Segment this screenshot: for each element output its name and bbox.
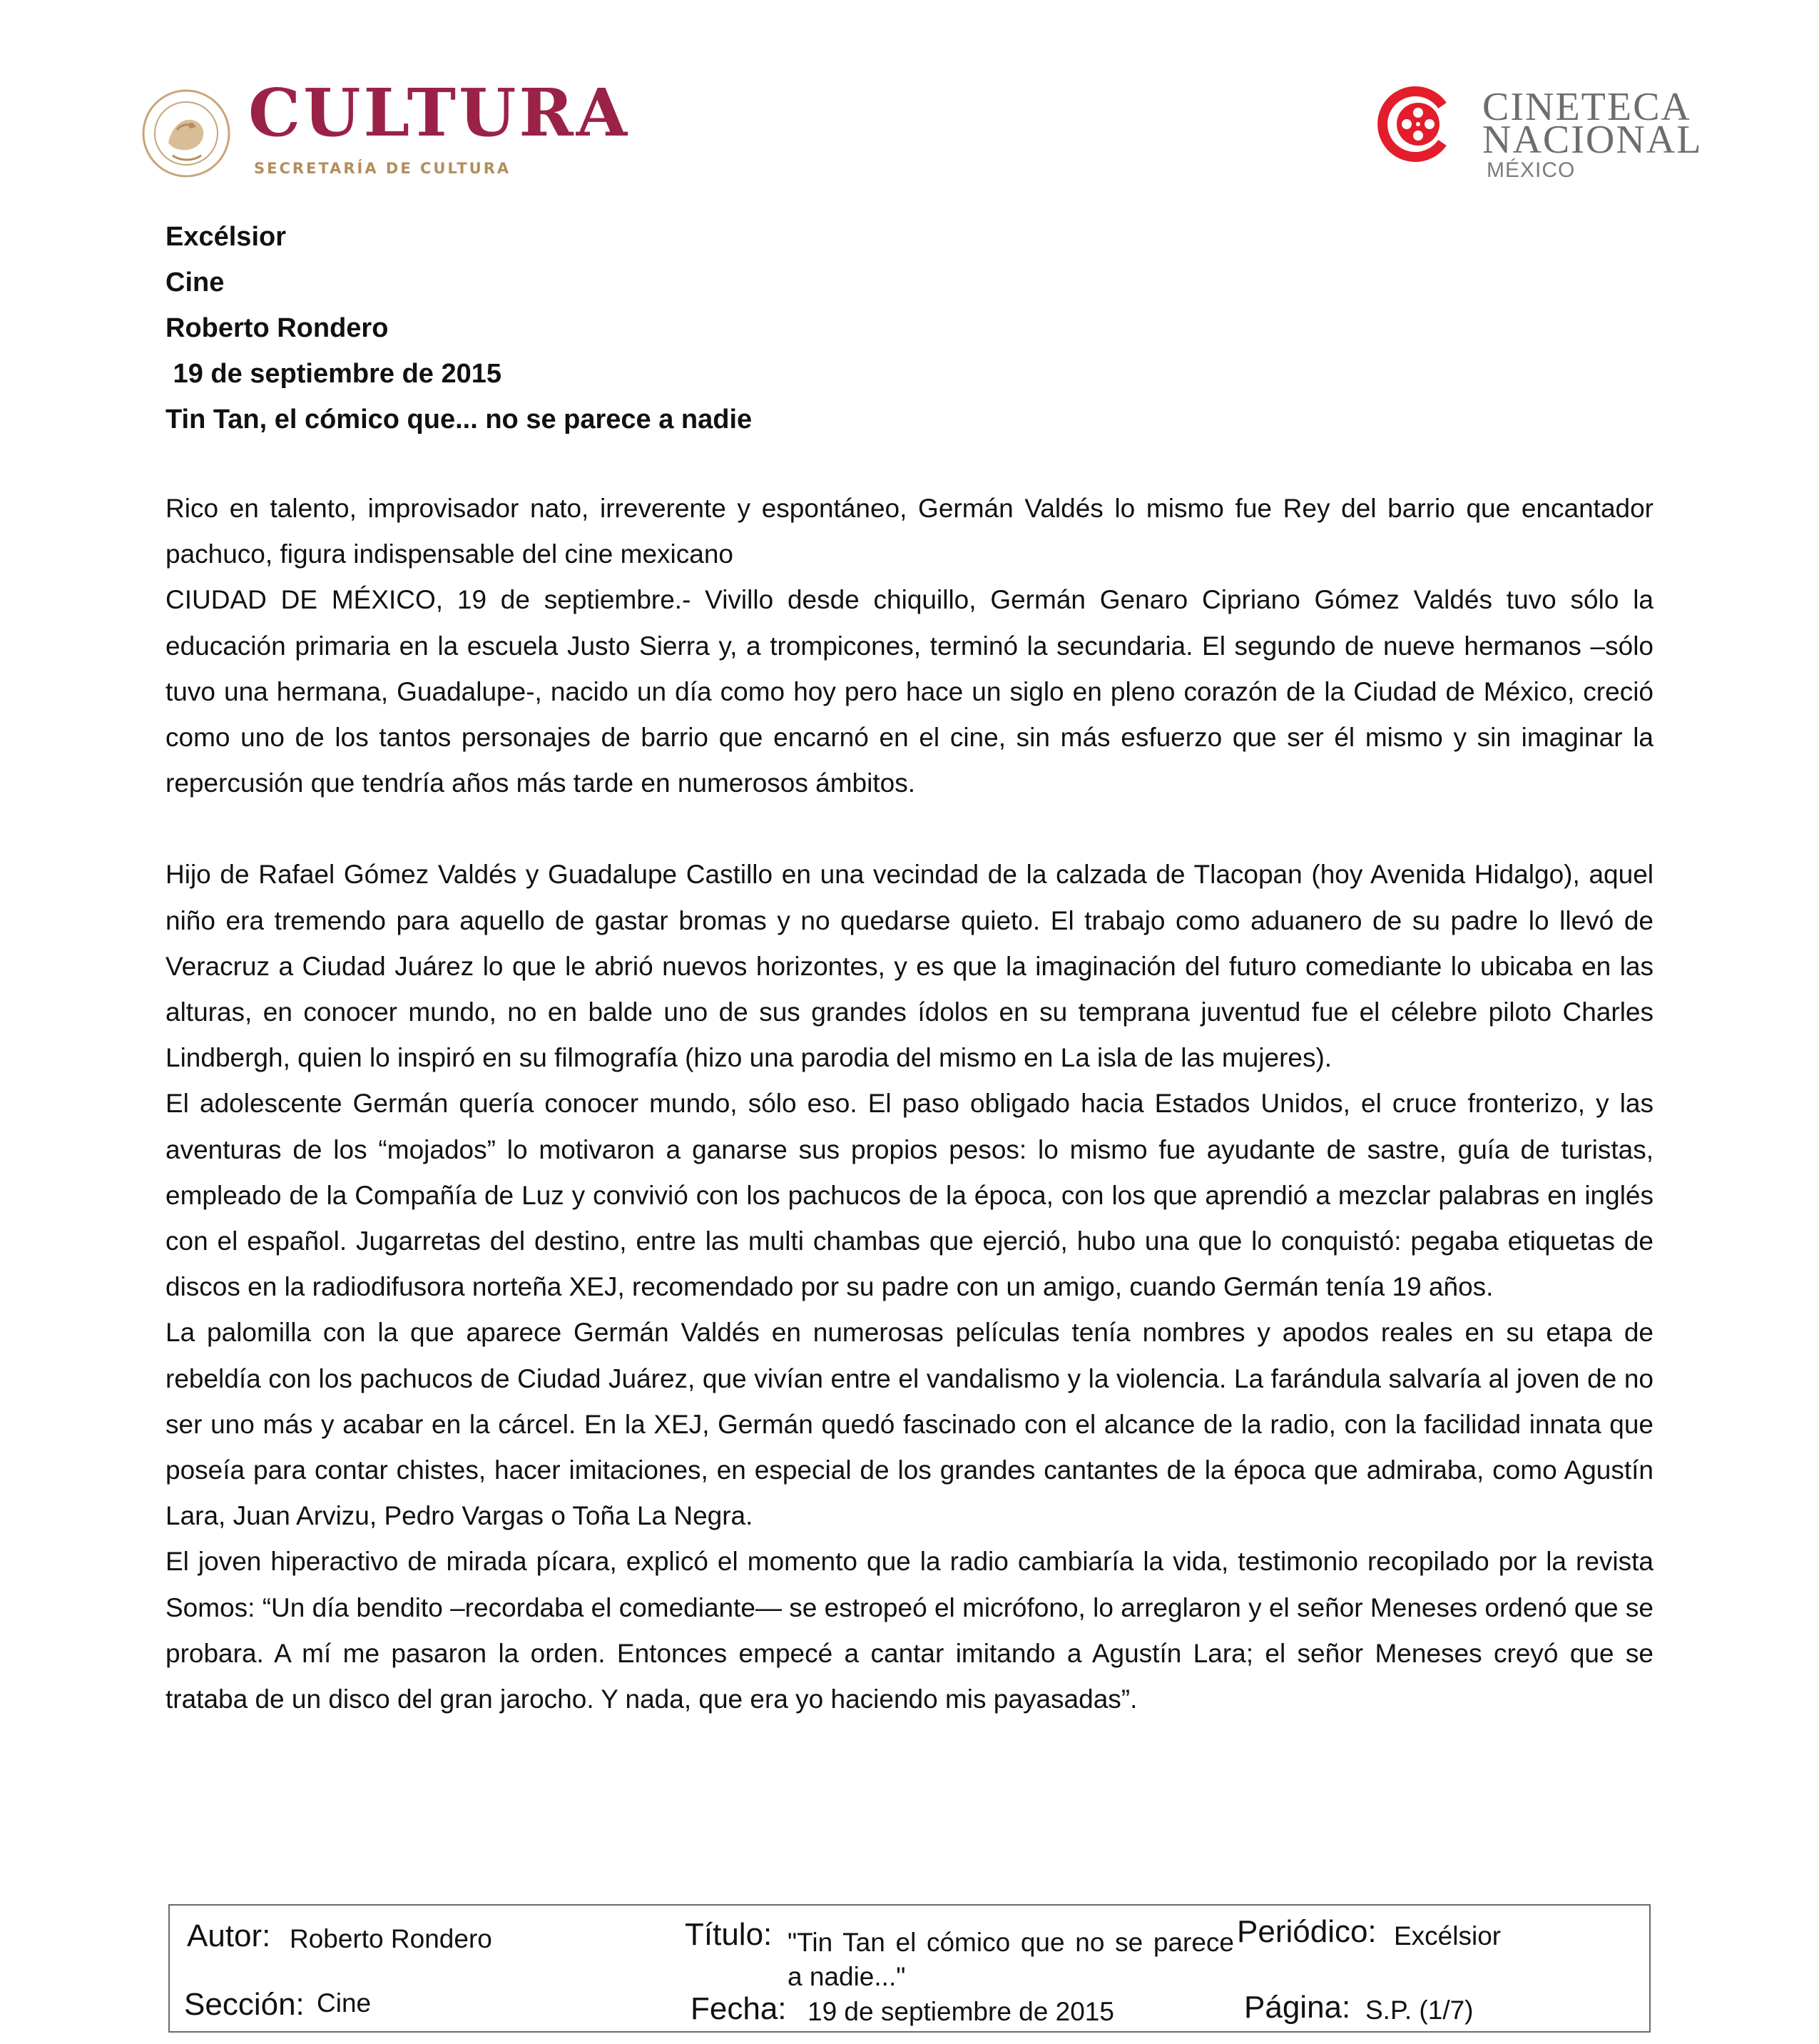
- fecha-value: 19 de septiembre de 2015: [807, 1997, 1114, 2026]
- titulo-value: "Tin Tan el cómico que no se parece a nadie...": [788, 1928, 1234, 1991]
- article-body: [165, 486, 1654, 1722]
- article-date: 19 de septiembre de 2015: [165, 359, 502, 389]
- newspaper-name: Excélsior: [165, 222, 286, 252]
- cultura-subtitle: SECRETARÍA DE CULTURA: [254, 160, 511, 177]
- periodico-label: Periódico:: [1237, 1914, 1377, 1949]
- film-reel-icon: [1377, 84, 1457, 164]
- fecha-label: Fecha:: [691, 1991, 787, 2026]
- article-paragraph: Hijo de Rafael Gómez Valdés y Guadalupe Castillo en una vecindad de la calzada de Tlacopan (hoy Avenida Hidalgo), aquel niño era tremendo para aquello de gastar bromas y no quedarse quieto. El trabajo como aduanero de su padre lo llevó de Veracruz a Ciudad Juárez lo que le abrió nuevos horizontes, y es que la imaginación del futuro comediante lo ubicaba en las alturas, en conocer mundo, no en balde uno de sus grandes ídolos en su temprana juventud fue el célebre piloto Charles Lindbergh, quien lo inspiró en su filmografía (hizo una parodia del mismo en La isla de las mujeres).: [165, 860, 1654, 1073]
- pagina-label: Página:: [1244, 1990, 1351, 2025]
- cineteca-line1: CINETECA: [1482, 85, 1691, 129]
- cultura-logo: [140, 74, 631, 184]
- seccion-label: Sección:: [184, 1987, 305, 2022]
- article-meta: [165, 214, 752, 442]
- cultura-wordmark: CULTURA: [248, 74, 631, 151]
- article-paragraph: La palomilla con la que aparece Germán Valdés en numerosas películas tenía nombres y apodos reales en su etapa de rebeldía con los pachucos de Ciudad Juárez, que vivían entre el vandalismo y la violencia. La farándula salvaría al joven de no ser uno más y acabar en la cárcel. En la XEJ, Germán quedó fascinado con el alcance de la radio, con la facilidad innata que poseía para contar chistes, hacer imitaciones, en especial de los grandes cantantes de la época que admiraba, como Agustín Lara, Juan Arvizu, Pedro Vargas o Toña La Negra.: [165, 1318, 1654, 1531]
- cineteca-line2: NACIONAL: [1482, 118, 1703, 162]
- article-paragraph: El joven hiperactivo de mirada pícara, explicó el momento que la radio cambiaría la vida, testimonio recopilado por la revista Somos: “Un día bendito –recordaba el comediante— se estropeó el micrófono, lo arreglaron y el señor Meneses ordenó que se probara. A mí me pasaron la orden. Entonces empecé a cantar imitando a Agustín Lara; el señor Meneses creyó que se trataba de un disco del gran jarocho. Y nada, que era yo haciendo mis payasadas”.: [165, 1547, 1654, 1714]
- seccion-value: Cine: [317, 1988, 372, 2018]
- periodico-value: Excélsior: [1394, 1921, 1502, 1951]
- article-paragraph: Rico en talento, improvisador nato, irreverente y espontáneo, Germán Valdés lo mismo fue Rey del barrio que encantador pachuco, figura indispensable del cine mexicano: [165, 494, 1654, 569]
- titulo-label: Título:: [685, 1917, 773, 1952]
- pagina-value: S.P. (1/7): [1365, 1995, 1474, 2025]
- autor-label: Autor:: [187, 1918, 271, 1953]
- article-headline: Tin Tan, el cómico que... no se parece a nadie: [165, 405, 753, 434]
- author-name: Roberto Rondero: [165, 313, 389, 343]
- cineteca-line3: MÉXICO: [1487, 158, 1576, 182]
- cineteca-logo: [1377, 84, 1703, 184]
- section-name: Cine: [165, 268, 225, 298]
- autor-value: Roberto Rondero: [290, 1924, 492, 1953]
- citation-box: [168, 1904, 1651, 2033]
- article-paragraph: El adolescente Germán quería conocer mundo, sólo eso. El paso obligado hacia Estados Unidos, el cruce fronterizo, y las aventuras de los “mojados” lo motivaron a ganarse sus propios pesos: lo mismo fue ayudante de sastre, guía de turistas, empleado de la Compañía de Luz y convivió con los pachucos de la época, con los que aprendió a mezclar palabras en inglés con el español. Jugarretas del destino, entre las multi chambas que ejerció, hubo una que lo conquistó: pegaba etiquetas de discos en la radiodifusora norteña XEJ, recomendado por su padre con un amigo, cuando Germán tenía 19 años.: [165, 1089, 1654, 1302]
- mexican-seal-icon: [140, 87, 233, 180]
- article-paragraph: CIUDAD DE MÉXICO, 19 de septiembre.- Vivillo desde chiquillo, Germán Genaro Cipriano Gómez Valdés tuvo sólo la educación primaria en la escuela Justo Sierra y, a trompicones, terminó la secundaria. El segundo de nueve hermanos –sólo tuvo una hermana, Guadalupe-, nacido un día como hoy pero hace un siglo en pleno corazón de la Ciudad de México, creció como uno de los tantos personajes de barrio que encarnó en el cine, sin más esfuerzo que ser él mismo y sin imaginar la repercusión que tendría años más tarde en numerosos ámbitos.: [165, 585, 1654, 798]
